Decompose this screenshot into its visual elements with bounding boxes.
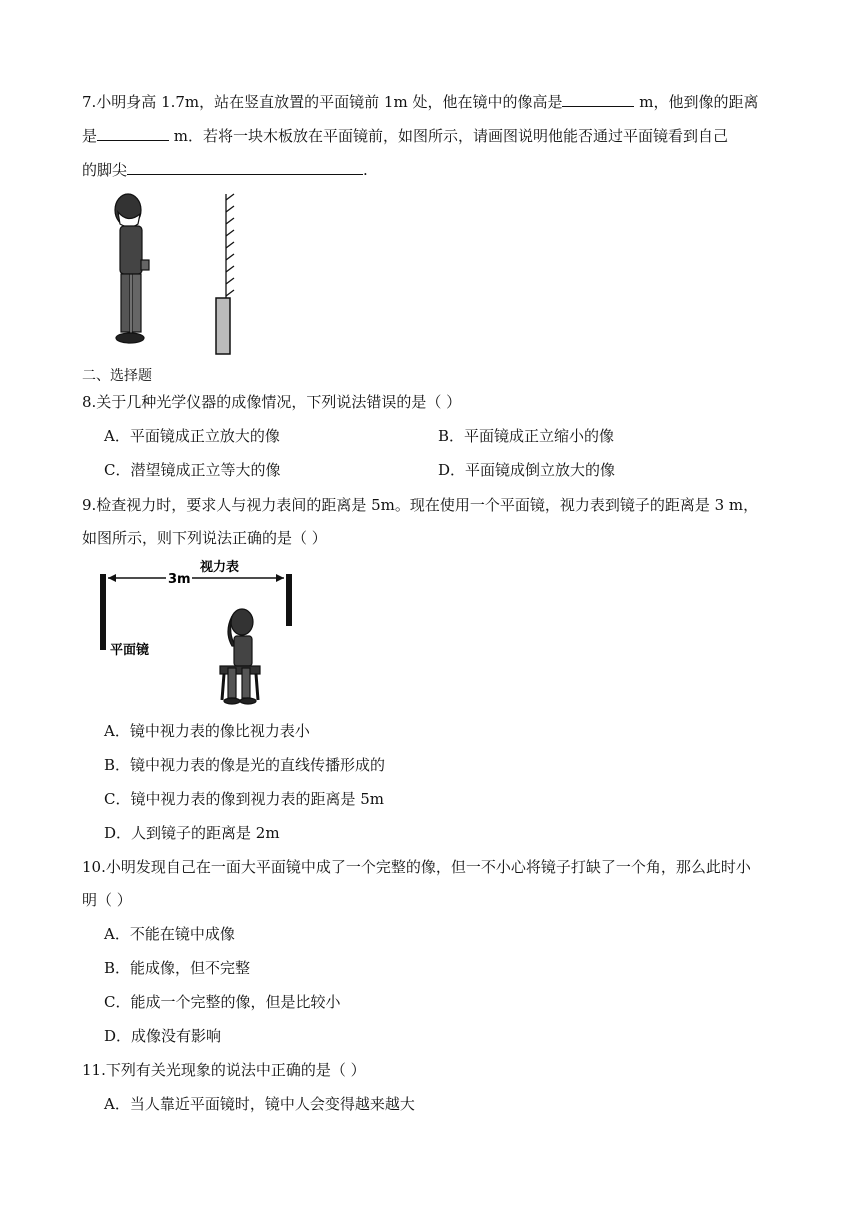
q7-line-2 (82, 124, 728, 146)
q7-blank-see-toes[interactable] (127, 158, 363, 175)
q10-option-d[interactable]: D．成像没有影响 (104, 1027, 222, 1045)
q7-line-3 (82, 158, 368, 180)
eye-chart-label: 视力表 (200, 560, 240, 575)
q8-option-a[interactable]: A．平面镜成正立放大的像 (104, 427, 280, 445)
q7-text: 7.小明身高 1.7m，站在竖直放置的平面镜前 1m 处，他在镜中的像高是 (82, 93, 563, 111)
q10-option-b[interactable]: B．能成像，但不完整 (104, 959, 251, 977)
boy-illustration (115, 194, 149, 343)
q7-figure (108, 190, 248, 360)
q7-text: . (363, 161, 368, 179)
q9-option-a[interactable]: A．镜中视力表的像比视力表小 (104, 722, 310, 740)
q8-option-b[interactable]: B．平面镜成正立缩小的像 (438, 427, 615, 445)
mirror-bar (100, 574, 106, 650)
q9-option-b[interactable]: B．镜中视力表的像是光的直线传播形成的 (104, 756, 386, 774)
wooden-board (216, 298, 230, 354)
q8-option-d[interactable]: D．平面镜成倒立放大的像 (438, 461, 616, 479)
q9-figure (96, 556, 302, 708)
arrow-head-right (276, 574, 284, 582)
q10-line-1: 10.小明发现自己在一面大平面镜中成了一个完整的像，但一不小心将镜子打缺了一个角，那么此时小 (82, 858, 751, 876)
q7-blank-image-distance[interactable] (97, 124, 169, 141)
seated-person-illustration (220, 609, 260, 704)
distance-label: 3m (168, 572, 191, 587)
arrow-head-left (108, 574, 116, 582)
q8-stem: 8.关于几种光学仪器的成像情况，下列说法错误的是（ ） (82, 393, 462, 411)
q9-line-2: 如图所示，则下列说法正确的是（ ） (82, 529, 327, 547)
q11-option-a[interactable]: A．当人靠近平面镜时，镜中人会变得越来越大 (104, 1095, 415, 1113)
eye-chart-bar (286, 574, 292, 626)
q8-option-c[interactable]: C．潜望镜成正立等大的像 (104, 461, 281, 479)
q9-option-d[interactable]: D．人到镜子的距离是 2m (104, 824, 280, 842)
q7-text: 是 (82, 127, 98, 145)
q9-option-c[interactable]: C．镜中视力表的像到视力表的距离是 5m (104, 790, 385, 808)
q9-line-1: 9.检查视力时，要求人与视力表间的距离是 5m。现在使用一个平面镜，视力表到镜子的距离是 3 m， (82, 496, 759, 514)
q7-line-1 (82, 90, 758, 112)
q10-line-2: 明（ ） (82, 891, 132, 909)
q7-text: m．若将一块木板放在平面镜前，如图所示，请画图说明他能否通过平面镜看到自己 (169, 127, 729, 145)
q7-blank-image-height[interactable] (562, 90, 634, 107)
q11-stem: 11.下列有关光现象的说法中正确的是（ ） (82, 1061, 366, 1079)
q7-text: m，他到像的距离 (634, 93, 759, 111)
section-heading: 二、选择题 (82, 368, 152, 384)
q7-text: 的脚尖 (82, 161, 128, 179)
q10-option-c[interactable]: C．能成一个完整的像，但是比较小 (104, 993, 341, 1011)
mirror-label: 平面镜 (110, 643, 150, 658)
q10-option-a[interactable]: A．不能在镜中成像 (104, 925, 235, 943)
